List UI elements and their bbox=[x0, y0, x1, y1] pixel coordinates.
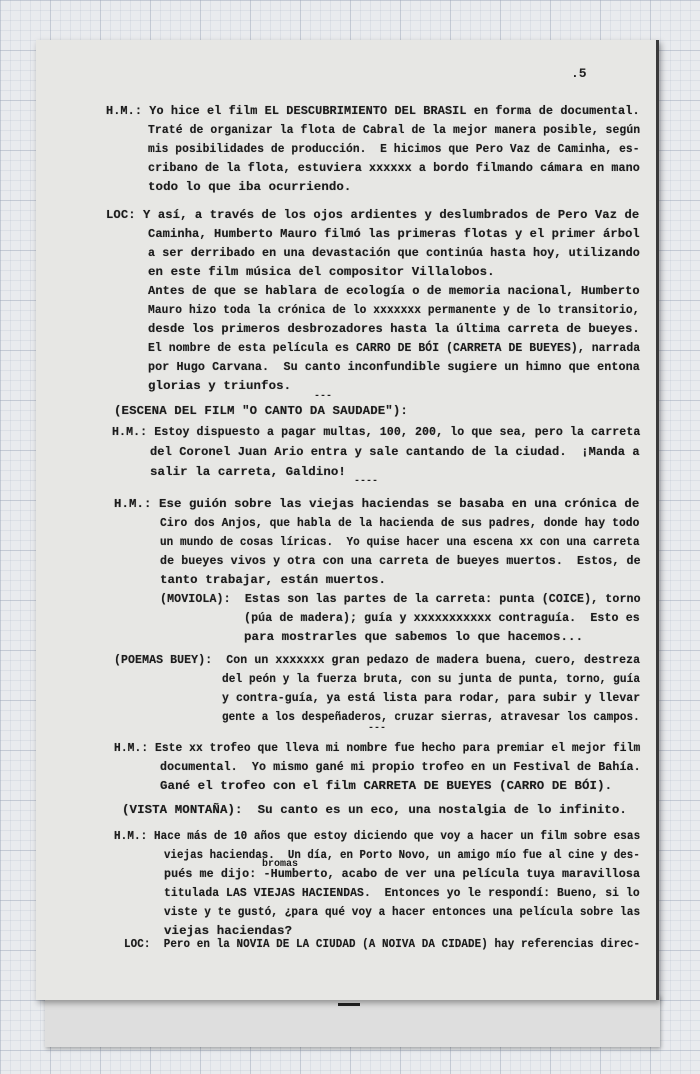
text-line: LOC: Pero en la NOVIA DE LA CIUDAD (A NOIVA DA CIDADE) hay referencias direc- bbox=[124, 937, 641, 951]
text-line: de bueyes vivos y otra con una carreta de bueyes muertos. Estos, de bbox=[160, 554, 641, 568]
text-line: viste y te gustó, ¿para qué voy a hacer entonces una película sobre las bbox=[164, 905, 641, 919]
text-line: glorias y triunfos. bbox=[148, 379, 292, 393]
staple-mark bbox=[338, 1003, 360, 1006]
text-line: H.M.: Hace más de 10 años que estoy diciendo que voy a hacer un film sobre esas bbox=[114, 829, 641, 843]
text-line: H.M.: Yo hice el film EL DESCUBRIMIENTO DEL BRASIL en forma de documental. bbox=[106, 104, 640, 118]
text-line: en este film música del compositor Villalobos. bbox=[148, 265, 495, 279]
text-line: desde los primeros desbrozadores hasta la última carreta de bueyes. bbox=[148, 322, 640, 336]
text-line: del peón y la fuerza bruta, con su junta de punta, torno, guía bbox=[222, 672, 641, 686]
text-line: (MOVIOLA): Estas son las partes de la carreta: punta (COICE), torno bbox=[160, 592, 641, 606]
text-line: y contra-guía, ya está lista para rodar, para subir y llevar bbox=[222, 691, 641, 705]
text-line: viejas haciendas. Un día, en Porto Novo, un amigo mío fue al cine y des- bbox=[164, 848, 640, 862]
text-line: H.M.: Estoy dispuesto a pagar multas, 100, 200, lo que sea, pero la carreta bbox=[112, 425, 641, 439]
text-line: por Hugo Carvana. Su canto inconfundible sugiere un himno que entona bbox=[148, 360, 640, 374]
text-line: Gané el trofeo con el film CARRETA DE BUEYES (CARRO DE BÓI). bbox=[160, 779, 613, 793]
text-line: mis posibilidades de producción. E hicimos que Pero Vaz de Caminha, es- bbox=[148, 142, 640, 156]
separator: --- bbox=[368, 723, 387, 734]
text-line: pués me dijo: -Humberto, acabo de ver una película tuya maravillosa bbox=[164, 867, 641, 881]
text-line: H.M.: Ese guión sobre las viejas haciendas se basaba en una crónica de bbox=[114, 497, 640, 511]
text-line: tanto trabajar, están muertos. bbox=[160, 573, 387, 587]
text-line: (ESCENA DEL FILM "O CANTO DA SAUDADE"): bbox=[114, 404, 408, 418]
text-line: cribano de la flota, estuviera xxxxxx a bordo filmando cámara en mano bbox=[148, 161, 640, 175]
page-number: .5 bbox=[571, 66, 587, 81]
separator: --- bbox=[314, 391, 333, 402]
text-line: Mauro hizo toda la crónica de lo xxxxxxx permanente y de lo transitorio, bbox=[148, 303, 640, 317]
text-line: un mundo de cosas líricas. Yo quise hacer una escena xx con una carreta bbox=[160, 535, 640, 549]
text-line: titulada LAS VIEJAS HACIENDAS. Entonces yo le respondí: Bueno, si lo bbox=[164, 886, 640, 900]
text-line: Caminha, Humberto Mauro filmó las primeras flotas y el primer árbol bbox=[148, 227, 640, 241]
text-line: viejas haciendas? bbox=[164, 924, 293, 938]
text-line: salir la carreta, Galdino! bbox=[150, 465, 346, 479]
text-line: Ciro dos Anjos, que habla de la hacienda de sus padres, donde hay todo bbox=[160, 516, 640, 530]
separator: ---- bbox=[354, 476, 379, 487]
text-line: (POEMAS BUEY): Con un xxxxxxx gran pedazo de madera buena, cuero, destreza bbox=[114, 653, 641, 667]
text-line: (VISTA MONTAÑA): Su canto es un eco, una nostalgia de lo infinito. bbox=[122, 803, 627, 817]
text-line: gente a los despeñaderos, cruzar sierras, atravesar los campos. bbox=[222, 710, 640, 724]
text-line: LOC: Y así, a través de los ojos ardientes y deslumbrados de Pero Vaz de bbox=[106, 208, 640, 222]
text-line: (púa de madera); guía y xxxxxxxxxxx contraguía. Esto es bbox=[244, 611, 640, 625]
handwritten-insertion: bromas bbox=[262, 859, 299, 870]
text-line: a ser derribado en una devastación que continúa hasta hoy, utilizando bbox=[148, 246, 640, 260]
text-line: documental. Yo mismo gané mi propio trofeo en un Festival de Bahía. bbox=[160, 760, 641, 774]
text-line: del Coronel Juan Ario entra y sale cantando de la ciudad. ¡Manda a bbox=[150, 445, 640, 459]
text-line: todo lo que iba ocurriendo. bbox=[148, 180, 352, 194]
text-line: Traté de organizar la flota de Cabral de la mejor manera posible, según bbox=[148, 123, 641, 137]
text-line: Antes de que se hablara de ecología o de memoria nacional, Humberto bbox=[148, 284, 640, 298]
text-line: H.M.: Este xx trofeo que lleva mi nombre fue hecho para premiar el mejor film bbox=[114, 741, 641, 755]
text-line: para mostrarles que sabemos lo que hacemos... bbox=[244, 630, 584, 644]
text-line: El nombre de esta película es CARRO DE BÓI (CARRETA DE BUEYES), narrada bbox=[148, 341, 641, 355]
